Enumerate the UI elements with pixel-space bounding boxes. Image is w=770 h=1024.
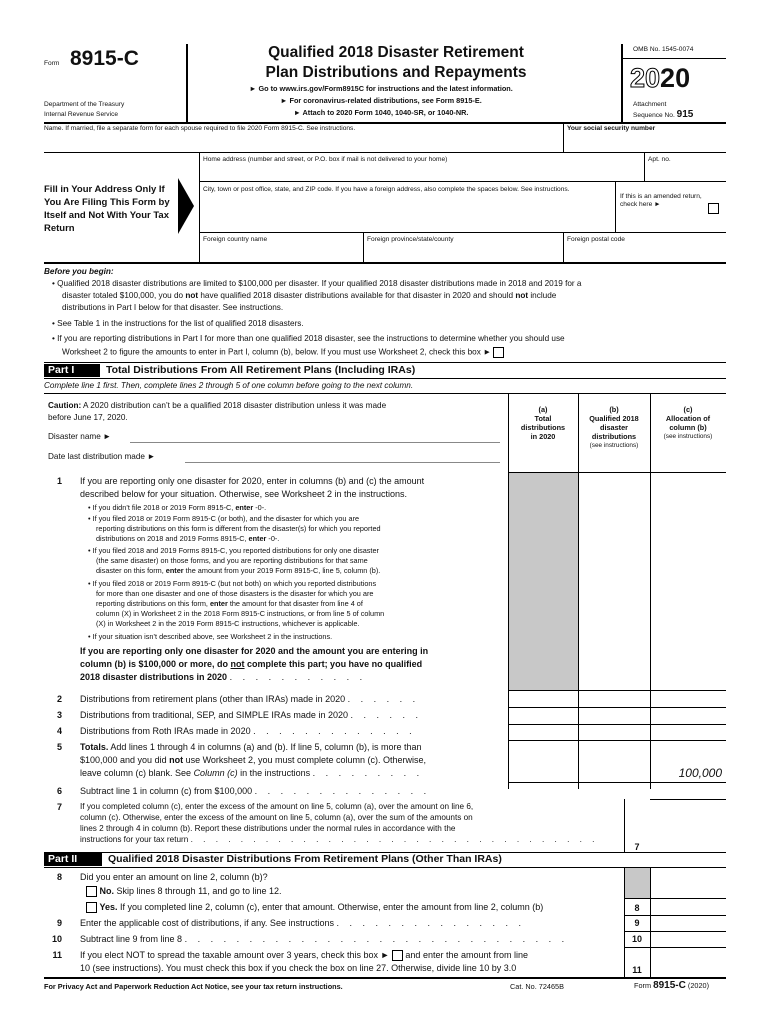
caution-text: Caution: A 2020 distribution can’t be a qualified 2018 disaster distribution unless it was made — [48, 401, 387, 410]
date-last-label: Date last distribution made ► — [48, 452, 156, 461]
line-4-col-a-field[interactable] — [510, 726, 577, 739]
line-4-number: 4 — [56, 726, 62, 736]
before-bullet-3a: • If you are reporting distributions in Part I for more than one qualified 2018 disaster, see the instructions to determine whether you should use — [52, 334, 565, 343]
arrow-right-icon — [178, 178, 194, 234]
line-1-bullet-1: • If you didn’t file 2018 or 2019 Form 8915-C, enter -0-. — [88, 503, 267, 512]
line-8-no-checkbox[interactable] — [86, 886, 97, 897]
line-1-bullet-3a: • If you filed 2018 and 2019 Forms 8915-C, you reported distributions for only one disaster — [88, 546, 379, 555]
line-5-number: 5 — [56, 742, 62, 752]
city-field[interactable] — [201, 206, 611, 230]
ssn-field[interactable] — [565, 134, 725, 151]
line-9-field[interactable] — [652, 917, 725, 930]
line-5-text-c: leave column (c) blank. See Column (c) in the instructions . . . . . . . . . — [80, 768, 424, 778]
line-3-number: 3 — [56, 710, 62, 720]
line-2-col-a-field[interactable] — [510, 692, 577, 706]
line-1-bold-1: If you are reporting only one disaster for 2020 and the amount you are entering in — [80, 646, 429, 656]
amended-label: If this is an amended return, check here ► — [620, 193, 702, 209]
line-1-bullet-2b: reporting distributions on this form is different from the disaster(s) for which you reported — [96, 524, 381, 533]
line-1-bullet-2c: distributions on 2018 and 2019 Forms 8915-C, enter -0-. — [96, 534, 280, 543]
before-heading: Before you begin: — [44, 267, 114, 276]
catalog-number: Cat. No. 72465B — [510, 982, 564, 991]
line-2-text: Distributions from retirement plans (other than IRAs) made in 2020 . . . . . . — [80, 694, 420, 704]
line-7-text-b: column (c). Otherwise, enter the excess of the amount on line 5, column (a), over the sum of the amounts on — [80, 813, 473, 822]
line-5-text-b: $100,000 and you did not use Worksheet 2, you must complete column (c). Otherwise, — [80, 755, 427, 765]
line-4-text: Distributions from Roth IRAs made in 2020 . . . . . . . . . . . . . — [80, 726, 416, 736]
line-1-number: 1 — [56, 476, 62, 486]
apt-field[interactable] — [646, 166, 724, 180]
before-bullet-1c: distributions in Part I below for that disaster. See instructions. — [62, 303, 284, 312]
line-5-col-c-value[interactable]: 100,000 — [678, 766, 722, 780]
line-8-no-option: No. Skip lines 8 through 11, and go to line 12. — [86, 886, 281, 897]
line-1-bullet-5: • If your situation isn’t described above, see Worksheet 2 in the instructions. — [88, 632, 333, 641]
line-7-box-label: 7 — [634, 842, 640, 852]
before-bullet-1a: • Qualified 2018 disaster distributions are limited to $100,000 per disaster. If your qualified 2018 disaster distributions made in 2018 and 2019 for a — [52, 279, 582, 288]
amended-checkbox[interactable] — [708, 203, 719, 214]
line-9-number: 9 — [56, 918, 62, 928]
form-word: Form — [44, 60, 60, 67]
before-bullet-1b: disaster totaled $100,000, you do not have qualified 2018 disaster distributions available for that disaster in 2020 and should not include — [62, 291, 557, 300]
line-1-bullet-4a: • If you filed 2018 or 2019 Form 8915-C (but not both) on which you reported distributions — [88, 579, 377, 588]
line-8-field[interactable] — [652, 900, 725, 914]
line-10-text: Subtract line 9 from line 8 . . . . . . . . . . . . . . . . . . . . . . . . . . . . . . — [80, 934, 569, 944]
line-5-text-a: Totals. Add lines 1 through 4 in columns (a) and (b). If line 5, column (b), is more than — [80, 742, 422, 752]
line-2-number: 2 — [56, 694, 62, 704]
line-3-col-a-field[interactable] — [510, 709, 577, 723]
line-6-text: Subtract line 1 in column (c) from $100,000 . . . . . . . . . . . . . . — [80, 786, 431, 796]
line-1-bullet-3b: (the same disaster) on those forms, and you are reporting distributions for that same — [96, 556, 368, 565]
home-address-label: Home address (number and street, or P.O. box if mail is not delivered to your home) — [203, 156, 448, 163]
date-last-field[interactable] — [185, 462, 500, 463]
footer-form-id: Form 8915-C (2020) — [634, 980, 709, 991]
line-1-text-a: If you are reporting only one disaster for 2020, enter in columns (b) and (c) the amount — [80, 476, 425, 486]
attachment-label: Attachment — [633, 101, 667, 108]
line-7-text-c: lines 2 through 4 in column (b). Report these distributions under the normal rules in accordance with the — [80, 824, 456, 833]
city-label: City, town or post office, state, and ZIP code. If you have a foreign address, also complete the spaces below. See instructions. — [203, 186, 570, 193]
title-line-2: Plan Distributions and Repayments — [265, 64, 527, 81]
line-8-yes-option: Yes. If you completed line 2, column (c), enter that amount. Otherwise, enter the amount from line 2, column (b) — [86, 902, 543, 913]
line-1-bullet-4b: for more than one disaster and one of those disasters is the disaster for which you are — [96, 589, 374, 598]
part1-title: Total Distributions From All Retirement Plans (Including IRAs) — [106, 364, 416, 376]
sequence-label: Sequence No. 915 — [633, 109, 694, 120]
part2-title: Qualified 2018 Disaster Distributions From Retirement Plans (Other Than IRAs) — [108, 853, 502, 865]
line-6-col-c-field[interactable] — [652, 784, 725, 798]
part1-label: Part I — [44, 364, 100, 377]
line-10-number: 10 — [51, 934, 62, 944]
line-1-text-b: described below for your situation. Otherwise, see Worksheet 2 in the instructions. — [80, 489, 407, 499]
line-10-field[interactable] — [652, 933, 725, 946]
foreign-country-label: Foreign country name — [203, 236, 268, 243]
line-1-bold-2: column (b) is $100,000 or more, do not complete this part; you have no qualified — [80, 659, 423, 669]
line-11-text-b: 10 (see instructions). You must check this box if you check the box on line 27. Otherwise, divide line 10 by 3.0 — [80, 963, 517, 973]
shaded-cell — [625, 868, 650, 898]
form-number: 8915-C — [70, 47, 139, 70]
disaster-name-field[interactable] — [130, 442, 500, 443]
worksheet2-checkbox[interactable] — [493, 347, 504, 358]
part1-subtitle: Complete line 1 first. Then, complete lines 2 through 5 of one column before going to the next column. — [44, 381, 414, 390]
ssn-label: Your social security number — [567, 125, 656, 132]
part2-label: Part II — [44, 853, 102, 866]
line-9-text: Enter the applicable cost of distributions, if any. See instructions . . . . . . . . . . . . . . . — [80, 918, 525, 928]
line-7-field[interactable] — [652, 801, 725, 850]
line-1-bullet-4c: reporting distributions on this form, enter the amount for that disaster from line 4 of — [96, 599, 363, 608]
dept-treasury: Department of the Treasury — [44, 101, 125, 108]
line-8-yes-checkbox[interactable] — [86, 902, 97, 913]
line-11-text-a: If you elect NOT to spread the taxable amount over 3 years, check this box ► and enter the amount from line — [80, 950, 528, 960]
foreign-province-label: Foreign province/state/county — [367, 236, 454, 243]
line-10-box-label: 10 — [631, 934, 642, 944]
caution-text-2: before June 17, 2020. — [48, 413, 128, 422]
line-6-number: 6 — [56, 786, 62, 796]
line-1-bold-3: 2018 disaster distributions in 2020 . . . . . . . . . . . — [80, 672, 367, 682]
foreign-country-field[interactable] — [201, 246, 361, 260]
col-a-header: (a) Total distributions in 2020 — [520, 405, 566, 441]
instruction-line-2: ► For coronavirus-related distributions, see Form 8915-E. — [280, 96, 482, 105]
omb-number: OMB No. 1545-0074 — [633, 46, 694, 53]
foreign-postal-field[interactable] — [565, 246, 725, 260]
line-7-number: 7 — [56, 802, 62, 812]
line-1-bullet-3c: disaster on this form, enter the amount from your 2019 Form 8915-C, line 5, column (b). — [96, 566, 381, 575]
line-11-checkbox[interactable] — [392, 950, 403, 961]
line-1-col-b-field[interactable] — [580, 674, 649, 688]
apt-label: Apt. no. — [648, 156, 671, 163]
instruction-line-1: ► Go to www.irs.gov/Form8915C for instructions and the latest information. — [249, 84, 513, 93]
line-8-number: 8 — [56, 872, 62, 882]
foreign-province-field[interactable] — [365, 246, 561, 260]
title-line-1: Qualified 2018 Disaster Retirement — [268, 44, 524, 61]
before-bullet-3b: Worksheet 2 to figure the amounts to enter in Part I, column (b), below. If you must use Worksheet 2, check this box ► — [62, 347, 504, 358]
line-11-number: 11 — [52, 950, 62, 960]
home-address-field[interactable] — [201, 166, 641, 180]
before-bullet-2: • See Table 1 in the instructions for the list of qualified 2018 disasters. — [52, 319, 304, 328]
instruction-line-3: ► Attach to 2020 Form 1040, 1040-SR, or 1040-NR. — [293, 108, 469, 117]
line-8-text: Did you enter an amount on line 2, column (b)? — [80, 872, 268, 882]
name-field[interactable] — [44, 134, 561, 151]
line-1-bullet-2a: • If you filed 2018 or 2019 Form 8915-C (or both), and the disaster for which you are — [88, 514, 360, 523]
name-label: Name. If married, file a separate form for each spouse required to file 2020 Form 8915-C. See instructions. — [44, 125, 356, 132]
line-1-col-c-field[interactable] — [652, 674, 725, 688]
line-11-field[interactable] — [652, 949, 725, 976]
shaded-cell — [509, 473, 578, 690]
privacy-notice: For Privacy Act and Paperwork Reduction Act Notice, see your tax return instructions. — [44, 982, 343, 991]
line-1-bullet-4e: (X) in Worksheet 2 in the 2019 Form 8915-C instructions, whichever is applicable. — [96, 619, 360, 628]
col-b-header: (b) Qualified 2018 disaster distributions (see instructions) — [589, 405, 639, 449]
foreign-postal-label: Foreign postal code — [567, 236, 625, 243]
line-7-text-d: instructions for your tax return . . . . . . . . . . . . . . . . . . . . . . . . . . . . . . . . . — [80, 835, 599, 844]
line-9-box-label: 9 — [634, 918, 640, 928]
line-7-text-a: If you completed column (c), enter the excess of the amount on line 5, column (a), over the amount on line 6, — [80, 802, 474, 811]
line-3-text: Distributions from traditional, SEP, and SIMPLE IRAs made in 2020 . . . . . . — [80, 710, 422, 720]
address-instructions: Fill in Your Address Only If You Are Filing This Form by Itself and Not With Your Tax Return — [44, 184, 170, 234]
tax-year: 2020 — [630, 63, 691, 93]
disaster-name-label: Disaster name ► — [48, 432, 112, 441]
line-1-bullet-4d: column (X) in Worksheet 2 in the 2018 Form 8915-C instructions, or from line 5 of column — [96, 609, 385, 618]
col-c-header: (c) Allocation of column (b) (see instructions) — [663, 405, 713, 440]
irs-label: Internal Revenue Service — [44, 111, 119, 118]
line-8-box-label: 8 — [634, 903, 640, 913]
line-11-box-label: 11 — [632, 965, 642, 975]
